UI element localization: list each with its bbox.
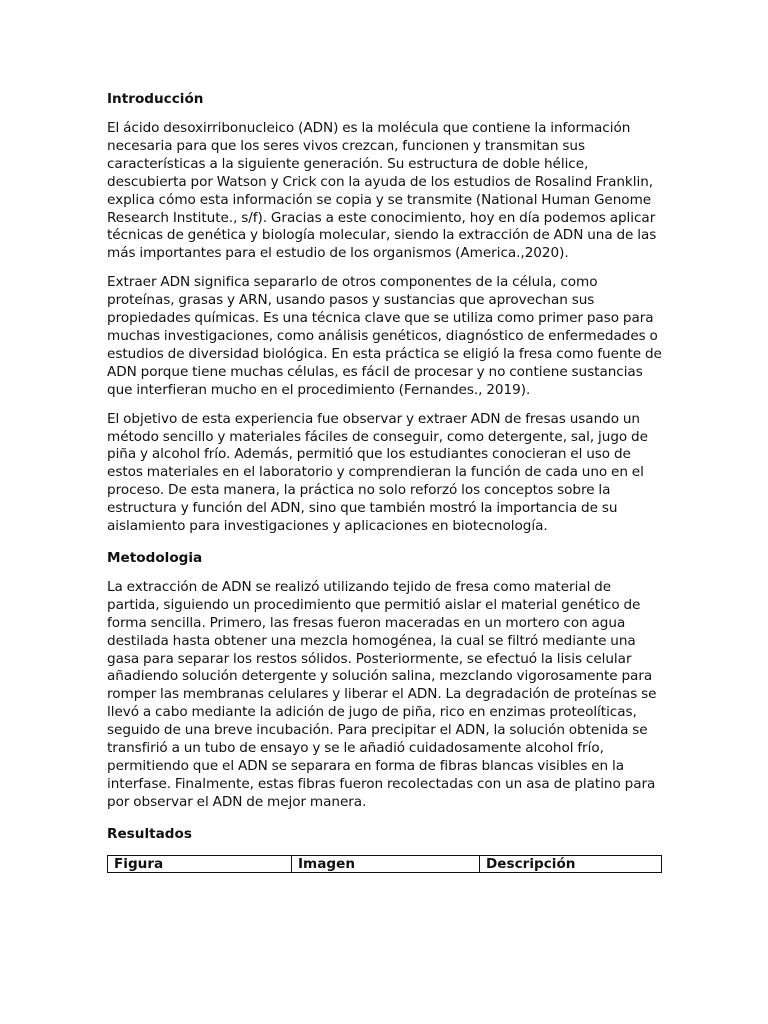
intro-paragraph-2: Extraer ADN significa separarlo de otros componentes de la célula, como proteínas, grasas y ARN, usando pasos y sustancias que aprovechan sus propiedades químicas. Es una técnica clave que se utiliza como primer paso para muchas investigaciones, como análisis genéticos, diagnóstico de enfermedades o estudios de diversidad biológica. En esta práctica se eligió la fresa como fuente de ADN porque tiene muchas células, es fácil de procesar y no contiene sustancias que interfieran mucho en el procedimiento (Fernandes., 2019). xyxy=(107,274,662,398)
results-table xyxy=(107,855,662,873)
heading-introduccion: Introducción xyxy=(107,91,204,107)
heading-metodologia: Metodologia xyxy=(107,549,203,566)
intro-paragraph-1: El ácido desoxirribonucleico (ADN) es la molécula que contiene la información necesaria para que los seres vivos crezcan, funcionen y transmitan sus características a la siguiente generación. Su estructura de doble hélice, descubierta por Watson y Crick con la ayuda de los estudios de Rosalind Franklin, explica cómo esta información se copia y se transmite (National Human Genome Research Institute., s/f). Gracias a este conocimiento, hoy en día podemos aplicar técnicas de genética y biología molecular, siendo la extracción de ADN una de las más importantes para el estudio de los organismos (America.,2020). xyxy=(107,120,657,262)
heading-resultados: Resultados xyxy=(107,825,192,842)
column-header-descripcion: Descripción xyxy=(480,855,662,872)
intro-paragraph-3: El objetivo de esta experiencia fue observar y extraer ADN de fresas usando un método sencillo y materiales fáciles de conseguir, como detergente, sal, jugo de piña y alcohol frío. Además, permitió que los estudiantes conocieran el uso de estos materiales en el laboratorio y comprendieran la función de cada uno en el proceso. De esta manera, la práctica no solo reforzó los conceptos sobre la estructura y función del ADN, sino que también mostró la importancia de su aislamiento para investigaciones y aplicaciones en biotecnología. xyxy=(107,410,648,535)
document-page xyxy=(107,88,667,873)
column-header-figura: Figura xyxy=(108,855,292,872)
results-table-header-row xyxy=(108,855,662,872)
column-header-imagen: Imagen xyxy=(292,855,480,872)
methodology-paragraph: La extracción de ADN se realizó utilizando tejido de fresa como material de partida, siguiendo un procedimiento que permitió aislar el material genético de forma sencilla. Primero, las fresas fueron maceradas en un mortero con agua destilada hasta obtener una mezcla homogénea, la cual se filtró mediante una gasa para separar los restos sólidos. Posteriormente, se efectuó la lisis celular añadiendo solución detergente y solución salina, mezclando vigorosamente para romper las membranas celulares y liberar el ADN. La degradación de proteínas se llevó a cabo mediante la adición de jugo de piña, rico en enzimas proteolíticas, seguido de una breve incubación. Para precipitar el ADN, la solución obtenida se transfirió a un tubo de ensayo y se le añadió cuidadosamente alcohol frío, permitiendo que el ADN se separara en forma de fibras blancas visibles en la interfase. Finalmente, estas fibras fueron recolectadas con un asa de platino para por observar el ADN de mejor manera. xyxy=(107,578,657,810)
